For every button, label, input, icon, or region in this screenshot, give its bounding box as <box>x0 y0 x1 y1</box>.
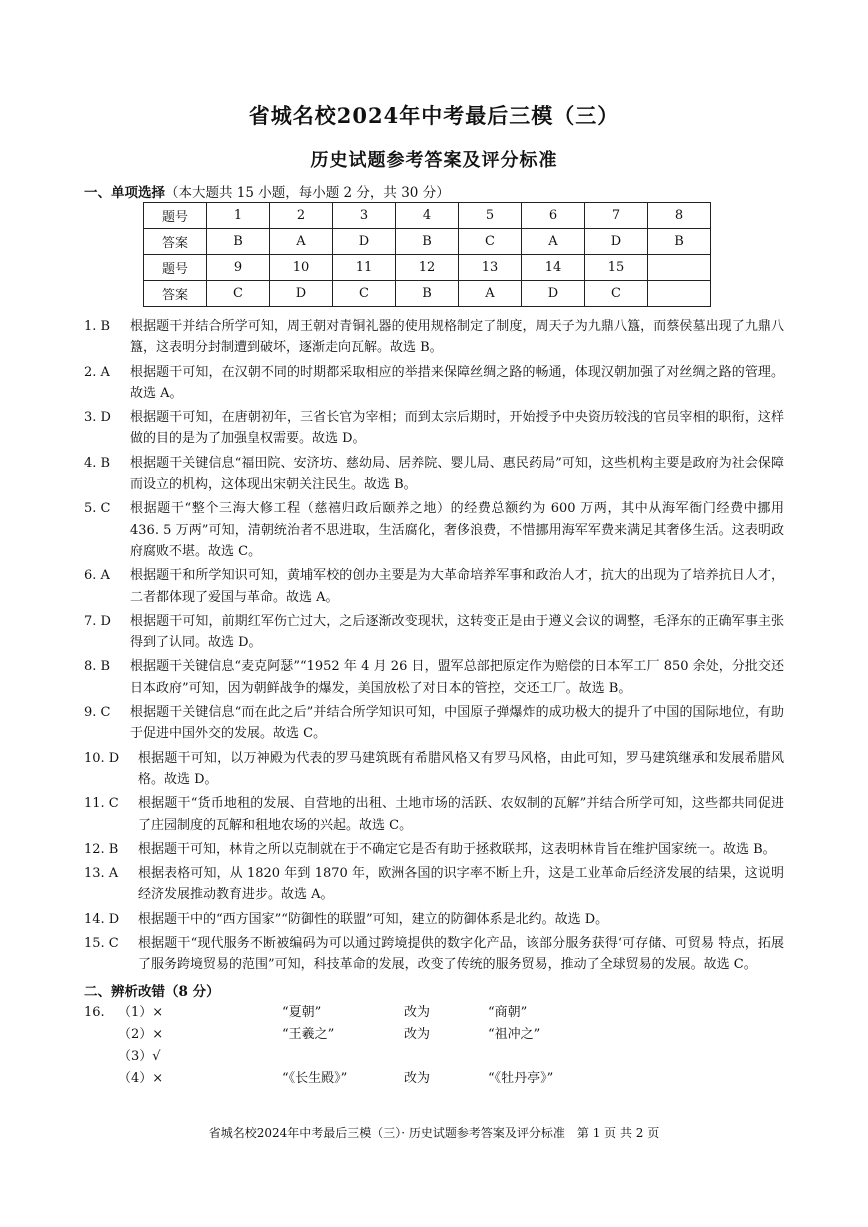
table-cell: C <box>585 281 648 307</box>
item-number: 5. C <box>84 501 111 517</box>
correction-mark: （1）× <box>118 1005 164 1020</box>
item-number: 11. C <box>84 796 119 812</box>
table-cell <box>648 255 711 281</box>
list-item <box>84 407 784 450</box>
table-cell: A <box>270 229 333 255</box>
item-number: 6. A <box>84 568 110 584</box>
list-item <box>84 453 784 496</box>
item-text: 根据题干可知，林肯之所以克制就在于不确定它是否有助于拯救联邦，这表明林肯旨在维护国家统一。故选 B。 <box>138 841 776 857</box>
item-text: 根据题干“整个三海大修工程（慈禧归政后颐养之地）的经费总额约为 600 万两，其中从海军衙门经费中挪用 436. 5 万两”可知，清朝统治者不思进取，生活腐化，奢侈浪费，不惜挪用海军军费来满足其奢侈生活。这表明政府腐败不堪。故选 C。 <box>130 501 784 559</box>
item-number: 1. B <box>84 319 111 334</box>
table-cell: B <box>396 229 459 255</box>
table-cell: C <box>333 281 396 307</box>
table-cell: A <box>522 229 585 255</box>
item-number: 10. D <box>84 750 120 766</box>
table-cell: 6 <box>522 203 585 229</box>
item-text: 根据题干关键信息“福田院、安济坊、慈幼局、居养院、婴儿局、惠民药局”可知，这些机构主要是政府为社会保障而设立的机构，这体现出宋朝关注民生。故选 B。 <box>130 455 784 493</box>
page-footer: 省城名校2024年中考最后三模（三）· 历史试题参考答案及评分标准 第 1 页 共 2 页 <box>208 1126 660 1140</box>
item-text: 根据题干并结合所学可知，周王朝对青铜礼器的使用规格制定了制度，周天子为九鼎八簋，而蔡侯墓出现了九鼎八簋，这表明分封制遭到破坏，逐渐走向瓦解。故选 B。 <box>130 319 784 356</box>
right-term: “《牡丹亭》” <box>488 1071 554 1086</box>
table-cell: B <box>396 281 459 307</box>
table-cell: 4 <box>396 203 459 229</box>
table-cell: B <box>207 229 270 255</box>
table-cell: 13 <box>459 255 522 281</box>
correction-mark: （3）√ <box>118 1049 161 1064</box>
table-cell: 3 <box>333 203 396 229</box>
table-cell: 7 <box>585 203 648 229</box>
item-text: 根据题干关键信息“麦克阿瑟”“1952 年 4 月 26 日，盟军总部把原定作为赔偿的日本军工厂 850 余处，分批交还日本政府”可知，因为朝鲜战争的爆发，美国放松了对日本的管控，交还工厂。故选 B。 <box>130 659 784 696</box>
item-number: 3. D <box>84 410 111 426</box>
list-item <box>84 863 784 906</box>
table-cell: 8 <box>648 203 711 229</box>
question-number: 16. <box>84 1005 105 1020</box>
table-cell: D <box>270 281 333 307</box>
list-item <box>84 316 784 359</box>
item-text: 根据题干可知，在汉朝不同的时期都采取相应的举措来保障丝绸之路的畅通，体现汉朝加强了对丝绸之路的管理。故选 A。 <box>130 364 784 401</box>
table-row-label: 答案 <box>144 229 207 255</box>
correction-mark: （2）× <box>118 1027 164 1042</box>
table-cell: 11 <box>333 255 396 281</box>
list-item <box>84 793 784 836</box>
item-number: 15. C <box>84 936 119 952</box>
item-text: 根据题干可知，在唐朝初年，三省长官为宰相；而到太宗后期时，开始授予中央资历较浅的官员宰相的职衔，这样做的目的是为了加强皇权需要。故选 D。 <box>130 410 784 447</box>
item-text: 根据题干“货币地租的发展、自营地的出租、土地市场的活跃、农奴制的瓦解”并结合所学可知，这些都共同促进了庄园制度的瓦解和租地农场的兴起。故选 C。 <box>138 796 784 833</box>
item-number: 7. D <box>84 613 111 629</box>
item-number: 12. B <box>84 841 119 857</box>
table-cell: 1 <box>207 203 270 229</box>
item-text: 根据题干关键信息“而在此之后”并结合所学知识可知，中国原子弹爆炸的成功极大的提升了中国的国际地位，有助于促进中国外交的发展。故选 C。 <box>130 705 784 742</box>
section-1-heading <box>84 181 450 201</box>
table-cell: 12 <box>396 255 459 281</box>
list-item <box>84 839 784 860</box>
section-1-note: （本大题共 15 小题，每小题 2 分，共 30 分） <box>165 185 450 201</box>
explanation-list <box>84 316 784 979</box>
item-text: 根据题干“现代服务不断被编码为可以通过跨境提供的数字化产品，该部分服务获得‘可存储、可贸易 特点，拓展了服务跨境贸易的范围”可知，科技革命的发展，改变了传统的服务贸易，推动了全球贸易的发展。故选 C。 <box>138 936 784 973</box>
page-subtitle: 历史试题参考答案及评分标准 <box>310 150 558 171</box>
table-cell: D <box>522 281 585 307</box>
table-cell: 15 <box>585 255 648 281</box>
list-item <box>84 909 784 930</box>
table-cell: C <box>207 281 270 307</box>
item-number: 4. B <box>84 455 111 471</box>
item-number: 8. B <box>84 659 111 675</box>
correction-row <box>84 1068 784 1090</box>
item-text: 根据题干可知，前期红军伤亡过大，之后逐渐改变现状，这转变正是由于遵义会议的调整，毛泽东的正确军事主张得到了认同。故选 D。 <box>130 613 784 651</box>
list-item <box>84 748 784 791</box>
list-item <box>84 362 784 405</box>
change-verb: 改为 <box>404 1005 431 1020</box>
item-text: 根据题干和所学知识可知，黄埔军校的创办主要是为大革命培养军事和政治人才，抗大的出现为了培养抗日人才，二者都体现了爱国与革命。故选 A。 <box>130 568 784 605</box>
table-row <box>144 281 711 307</box>
wrong-term: “王羲之” <box>282 1027 335 1042</box>
section-1-title: 一、单项选择 <box>84 185 165 201</box>
table-cell <box>648 281 711 307</box>
list-item <box>84 933 784 976</box>
table-row-label: 题号 <box>144 203 207 229</box>
list-item <box>84 656 784 699</box>
change-verb: 改为 <box>404 1027 431 1042</box>
table-cell: 5 <box>459 203 522 229</box>
table-cell: A <box>459 281 522 307</box>
change-verb: 改为 <box>404 1071 431 1086</box>
right-term: “祖冲之” <box>488 1027 541 1042</box>
item-text: 根据题干中的“西方国家”“防御性的联盟”可知，建立的防御体系是北约。故选 D。 <box>138 911 609 927</box>
correction-row <box>84 1024 784 1046</box>
item-number: 14. D <box>84 911 120 927</box>
table-cell: 9 <box>207 255 270 281</box>
page-title: 省城名校2024年中考最后三模（三） <box>248 103 620 128</box>
item-text: 根据题干可知，以万神殿为代表的罗马建筑既有希腊风格又有罗马风格，由此可知，罗马建筑继承和发展希腊风格。故选 D。 <box>138 750 784 787</box>
item-number: 13. A <box>84 866 119 882</box>
wrong-term: “《长生殿》” <box>282 1071 348 1086</box>
item-text: 根据表格可知，从 1820 年到 1870 年，欧洲各国的识字率不断上升，这是工业革命后经济发展的结果，这说明经济发展推动教育进步。故选 A。 <box>138 866 784 903</box>
correction-row <box>84 1046 784 1068</box>
item-number: 9. C <box>84 705 111 721</box>
table-cell: 2 <box>270 203 333 229</box>
table-cell: D <box>585 229 648 255</box>
table-cell: D <box>333 229 396 255</box>
table-row <box>144 229 711 255</box>
list-item <box>84 498 784 562</box>
table-row <box>144 203 711 229</box>
section-2-heading: 二、辨析改错（8 分） <box>84 984 220 1000</box>
list-item <box>84 565 784 608</box>
table-row-label: 答案 <box>144 281 207 307</box>
table-cell: 10 <box>270 255 333 281</box>
list-item <box>84 611 784 654</box>
table-cell: 14 <box>522 255 585 281</box>
correction-row <box>84 1002 784 1024</box>
answer-table <box>143 202 711 307</box>
item-number: 2. A <box>84 364 110 380</box>
table-row-label: 题号 <box>144 255 207 281</box>
table-row <box>144 255 711 281</box>
table-cell: C <box>459 229 522 255</box>
correction-mark: （4）× <box>118 1071 164 1086</box>
wrong-term: “夏朝” <box>282 1005 322 1020</box>
list-item <box>84 702 784 745</box>
correction-list <box>84 1002 784 1090</box>
table-cell: B <box>648 229 711 255</box>
right-term: “商朝” <box>488 1005 528 1020</box>
